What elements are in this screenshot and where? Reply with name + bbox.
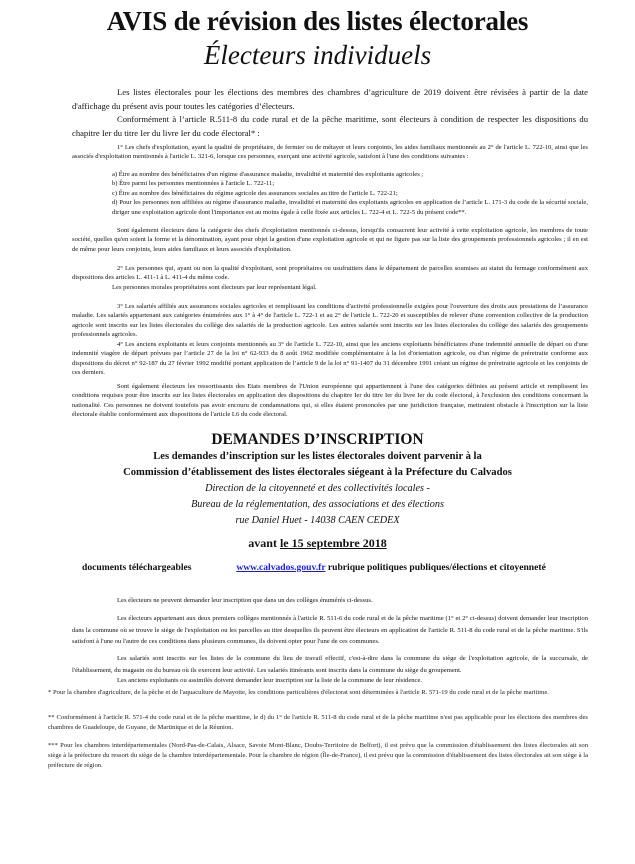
intro-paragraph-1: Les listes électorales pour les élections des membres des chambres d’agriculture de 2019 doivent être révisées à partir de la date d'affichage du présent avis pour toutes les catégories d’électeurs. (72, 87, 588, 111)
downloads-label: documents téléchargeables (82, 562, 192, 573)
rule-4: Les anciens exploitants ou assimilés doivent demander leur inscription sur la liste de la commune de leur résidence. (117, 677, 423, 684)
downloads-suffix: rubrique politiques publiques/élections et citoyenneté (327, 562, 546, 573)
condition-b: b) Être parmi les personnes mentionnées à l'article L. 722-11; (112, 180, 275, 188)
rule-3: Les salariés sont inscrits sur les listes de la commune du lieu de travail effectif, c'est-à-dire dans la commune du siège de l'exploitation agricole, de la succursale, de l'établissement, du magasin ou du bureau où ils exercent leur activité. Les salariés itinérants sont inscrits dans la commune du siège du groupement. (72, 655, 588, 674)
condition-a: a) Être au nombre des bénéficiaires d'un régime d'assurance maladie, invalidité et maternité des exploitants agricoles ; (112, 171, 424, 178)
footnote-3: *** Pour les chambres interdépartementales (Nord-Pas-de-Calais, Alsace, Savoie Mont-Blanc, Doubs-Territoire de Belfort), il est prévu que la commission d'établissement des listes électorales ait son siège à la préfecture du ressort du siège de la chambre interdépartementale. Pour la chambre de région (Île-de-France), il est prévu que la commission d'établissement des listes électorales ait son siège à la préfecture de région. (48, 742, 588, 770)
category-3-text: 3° Les salariés affiliés aux assurances sociales agricoles et remplissant les conditions d'activité professionnelle exigées pour l'ouverture des droits aux prestations de l’assurance maladie. Les salariés appartenant aux catégories énumérées aux 1° à 4° de l'article L. 722-1 et au 2° de l'article L. 722-20 et susceptibles de relever d'une convention collective de la production agricole sont inscrits sur les listes électorales du collège des salariés de la production agricole. Les autres salariés sont inscrits sur les listes électorales du collège des salariés des groupements professionnels agricoles. (72, 303, 588, 339)
category-1-conditions (112, 170, 588, 217)
rule-1: Les électeurs ne peuvent demander leur inscription que dans un des collèges énumérés ci-dessus. (117, 597, 373, 604)
category-1-text: 1° Les chefs d'exploitation, ayant la qualité de propriétaire, de fermier ou de métayer et leurs conjoints, les aides familiaux mentionnés au 2° de l'article L. 722-10, ainsi que les associés d'exploitation mentionnés à l'article L. 321-6, lorsque ces personnes, exerçant une activité agricole, satisfont à l'une des conditions suivantes : (72, 144, 588, 161)
deadline-prefix: avant (248, 536, 280, 550)
category-2-text: 2° Les personnes qui, ayant ou non la qualité d'exploitant, sont propriétaires ou usufruitiers dans le département de parcelles soumises au statut du fermage conformément aux dispositions des articles L. 411-1 à L. 411-4 du même code. (72, 265, 588, 282)
deadline-date: le 15 septembre 2018 (279, 536, 387, 550)
category-4-text: 4° Les anciens exploitants et leurs conjoints mentionnés au 3° de l'article L. 722-10, ainsi que les anciens exploitants bénéficiaires d'une indemnité annuelle de départ ou d'une indemnité viagère de départ prévues par l’article 27 de la loi n° 62-933 du 8 août 1962 modifiée complémentaire à la loi d'orientation agricole, ou d'un régime de préretraite conforme aux dispositions du décret n° 92-187 du 27 février 1992 modifié portant application de l’article 9 de la loi n° 91-1407 du 31 décembre 1991 créant un régime de préretraite agricole et les conjoints de ces derniers. (72, 341, 588, 377)
page-subtitle: Électeurs individuels (203, 40, 432, 70)
address-line: rue Daniel Huet - 14038 CAEN CEDEX (235, 515, 400, 526)
condition-c: c) Être au nombre des bénéficiaires du régime agricole des assurances sociales au titre de l'article L. 722-21; (112, 189, 398, 197)
page-title: AVIS de révision des listes électorales (106, 6, 529, 36)
deadline (0, 535, 635, 551)
website-link[interactable]: www.calvados.gouv.fr (236, 562, 326, 573)
rule-2: Les électeurs appartenant aux deux premiers collèges mentionnés à l'article R. 511-6 du code rural et de la pêche maritime (1° et 2° ci-dessus) doivent demander leur inscription dans la commune où se trouve le siège de l'exploitation ou les parcelles au titre desquelles ils peuvent être électeurs en application de l'article R. 511-8 du code rural et de la pêche maritime. S'ils satisfont à l'une ou l'autre de ces conditions dans plusieurs communes, ils doivent opter pour l'une de ces communes. (72, 615, 588, 645)
eu-nationals-text: Sont également électeurs les ressortissants des Etats membres de l'Union européenne qui appartiennent à l'une des catégories définies au présent article et remplissent les conditions requises pour être inscrits sur les listes électorales en application des dispositions du chapitre Ier du titre Ier du livre Ier du code électoral, à l'exclusion des conditions concernant la nationalité. Ces personnes ne doivent toutefois pas avoir encouru de condamnations qui, si elles étaient prononcées par une juridiction française, mettraient obstacle à l'inscription sur la liste électorale établie conformément aux dispositions de l'article L6 du code électoral. (72, 383, 588, 419)
requests-line-2: Commission d’établissement des listes électorales siégeant à la Préfecture du Calvados (123, 467, 512, 478)
downloads-line (82, 561, 602, 575)
intro-paragraph-2: Conformément à l’article R.511-8 du code rural et de la pêche maritime, sont électeurs à condition de respecter les dispositions du chapitre Ier du titre Ier du livre Ier du code électoral* : (72, 114, 588, 138)
requests-line-1: Les demandes d’inscription sur les listes électorales doivent parvenir à la (153, 451, 482, 462)
category-2-note: Les personnes morales propriétaires sont électeurs par leur représentant légal. (112, 284, 317, 291)
direction-line: Direction de la citoyenneté et des collectivités locales - (205, 483, 430, 494)
category-1-also: Sont également électeurs dans la catégorie des chefs d'exploitation mentionnés ci-dessus, lorsqu'ils consacrent leur activité à cette exploitation agricole, les membres de toute société, quelles qu'en soient la forme et la dénomination, ayant pour objet la gestion d'une exploitation agricole et qui ne figure pas sur la liste des groupements professionnels agricoles ; il en est de même pour leurs conjoints, leurs aides familiaux et leurs associés d'exploitation. (72, 227, 588, 253)
bureau-line: Bureau de la réglementation, des associations et des élections (191, 499, 444, 510)
condition-d: d) Pour les personnes non affiliées au régime d'assurance maladie, invalidité et maternité des exploitants agricoles en application de l’article L. 171-3 du code de la sécurité sociale, diriger une exploitation agricole dont l'importance est au moins égale à celle fixée aux articles L. 722-4 et L. 722-5 du présent code**. (112, 199, 588, 216)
footnote-2: ** Conformément à l'article R. 571-4 du code rural et de la pêche maritime, le d) du 1° de l'article R. 511-8 du code rural et de la pêche maritime n'est pas applicable pour les élections des membres des chambres de Guadeloupe, de Guyane, de Martinique et de la Réunion. (48, 714, 588, 732)
requests-heading: DEMANDES D’INSCRIPTION (211, 431, 424, 448)
footnote-1: * Pour la chambre d'agriculture, de la pêche et de l'aquaculture de Mayotte, les conditions particulières d'électorat sont déterminées à l'article R. 571-19 du code rural et de la pêche maritime. (48, 689, 549, 696)
